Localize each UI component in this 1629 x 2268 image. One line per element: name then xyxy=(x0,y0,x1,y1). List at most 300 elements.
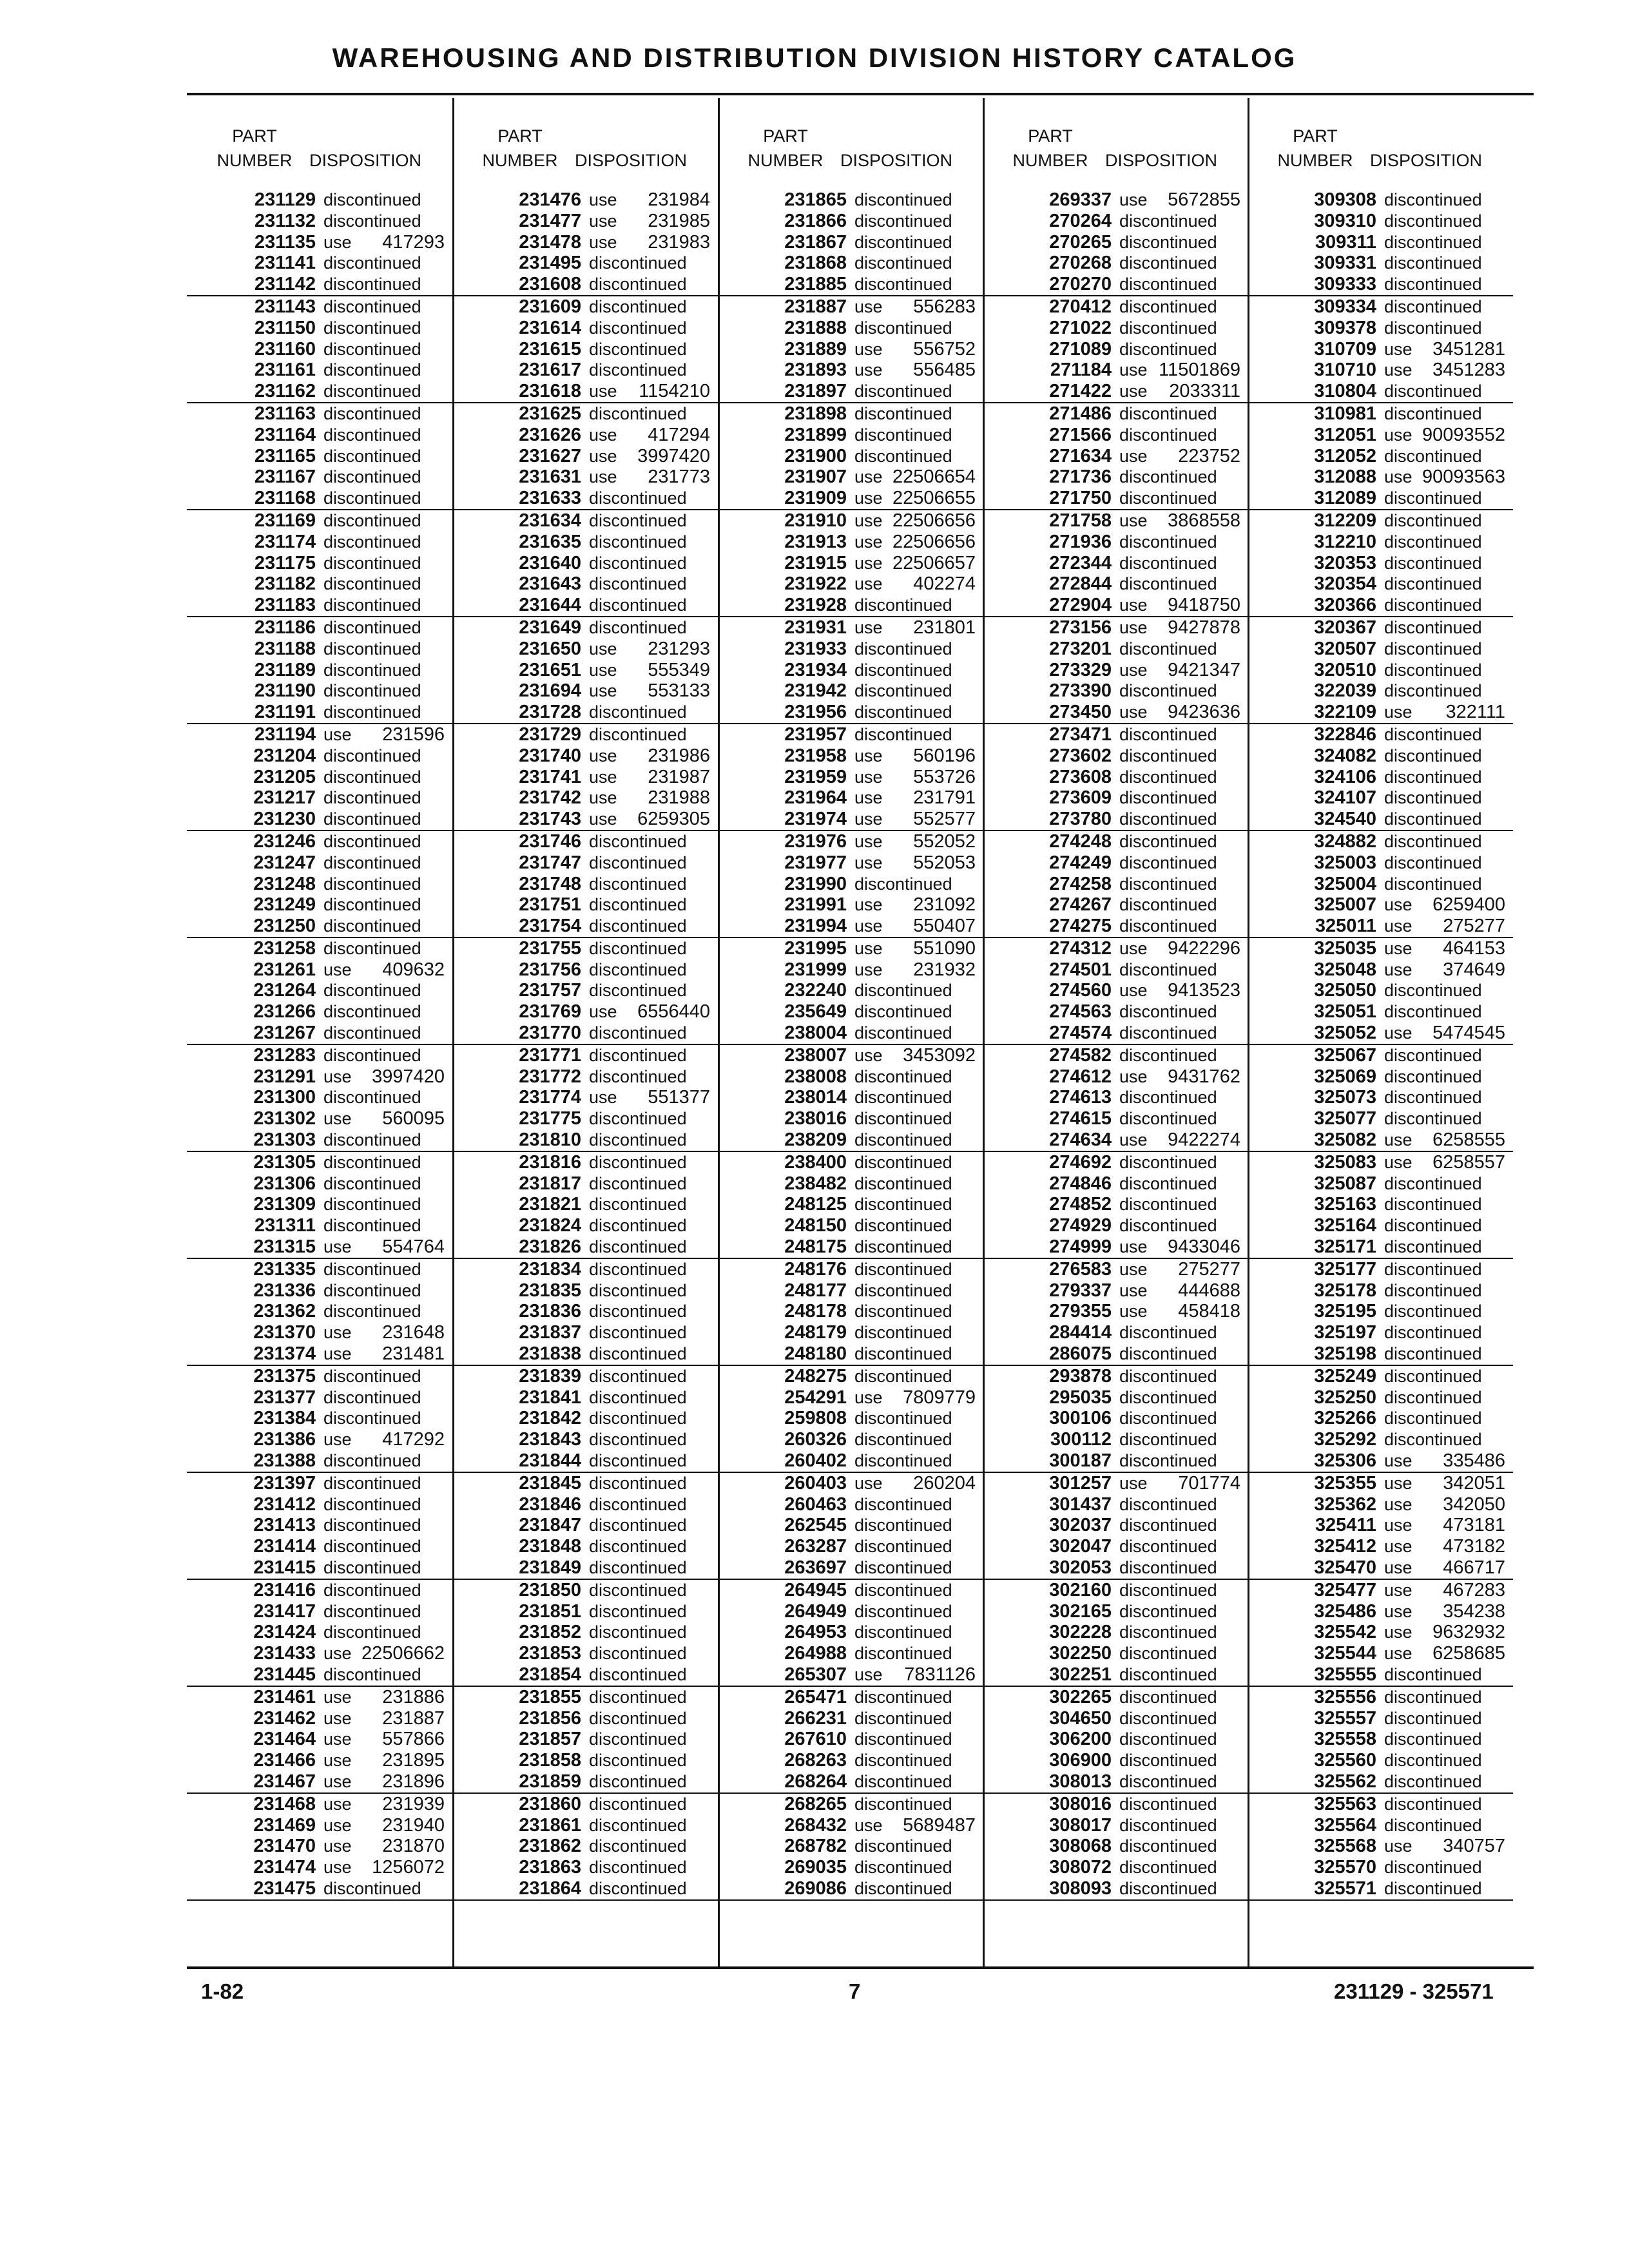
part-number: 231433 xyxy=(253,1643,316,1664)
table-row xyxy=(1248,938,1513,959)
part-number: 273201 xyxy=(1049,638,1112,659)
disposition: discontinued xyxy=(323,488,421,508)
table-row xyxy=(718,1664,983,1687)
table-row xyxy=(452,1194,718,1215)
part-number: 231335 xyxy=(253,1258,316,1280)
disposition: discontinued xyxy=(323,831,421,851)
disposition: discontinued xyxy=(589,1537,687,1557)
part-number: 231415 xyxy=(253,1557,316,1578)
replacement-part-number: 9422274 xyxy=(1168,1129,1240,1151)
replacement-part-number: 3997420 xyxy=(637,445,710,466)
table-row xyxy=(452,1664,718,1687)
disposition: discontinued xyxy=(1384,831,1482,851)
part-number: 274560 xyxy=(1049,980,1112,1001)
disposition: use xyxy=(854,617,883,637)
table-row xyxy=(187,916,452,938)
part-number: 325412 xyxy=(1314,1536,1376,1557)
table-row xyxy=(452,1557,718,1580)
disposition: use xyxy=(1384,1023,1412,1043)
part-number: 231614 xyxy=(519,317,581,338)
part-number: 248175 xyxy=(784,1236,847,1258)
table-row xyxy=(187,1108,452,1129)
table-row xyxy=(1248,1343,1513,1366)
disposition: discontinued xyxy=(854,1558,952,1577)
part-number: 231258 xyxy=(253,937,316,959)
disposition: use xyxy=(323,1644,352,1664)
part-number: 325164 xyxy=(1314,1215,1376,1236)
disposition: discontinued xyxy=(1384,232,1482,252)
table-row xyxy=(718,894,983,916)
part-number: 325011 xyxy=(1315,916,1376,937)
disposition: discontinued xyxy=(854,1109,952,1129)
table-row xyxy=(983,1515,1248,1536)
table-row xyxy=(718,1473,983,1494)
part-number: 268782 xyxy=(784,1836,847,1857)
part-number: 270264 xyxy=(1049,210,1112,231)
disposition: discontinued xyxy=(854,681,952,701)
part-number: 273390 xyxy=(1049,680,1112,702)
part-number: 231161 xyxy=(254,360,316,381)
part-number: 270270 xyxy=(1049,274,1112,295)
replacement-part-number: 557866 xyxy=(382,1729,445,1750)
table-row xyxy=(718,745,983,767)
disposition: use xyxy=(854,809,883,829)
part-number: 238016 xyxy=(784,1108,847,1129)
table-row xyxy=(452,1429,718,1450)
table-row xyxy=(187,1045,452,1066)
table-row xyxy=(1248,296,1513,318)
table-row xyxy=(718,959,983,981)
replacement-part-number: 556752 xyxy=(913,338,976,360)
table-row xyxy=(983,1708,1248,1729)
table-row xyxy=(718,1815,983,1836)
disposition: discontinued xyxy=(1119,1344,1217,1364)
part-number: 231249 xyxy=(253,894,316,916)
disposition: discontinued xyxy=(1119,1794,1217,1814)
replacement-part-number: 5672855 xyxy=(1168,189,1240,210)
disposition: use xyxy=(854,852,883,872)
disposition: discontinued xyxy=(1119,467,1217,487)
table-row xyxy=(1248,446,1513,467)
table-row xyxy=(452,1129,718,1152)
table-row xyxy=(187,1236,452,1259)
part-number: 325477 xyxy=(1314,1579,1376,1600)
table-row xyxy=(1248,1794,1513,1815)
table-row xyxy=(718,809,983,831)
part-number: 231857 xyxy=(519,1729,581,1750)
table-row xyxy=(187,1794,452,1815)
header-number-label: NUMBER xyxy=(1012,151,1088,170)
catalog-column xyxy=(983,189,1248,1901)
disposition: discontinued xyxy=(589,1344,687,1364)
table-row xyxy=(452,680,718,702)
disposition: discontinued xyxy=(854,1366,952,1386)
disposition: discontinued xyxy=(854,1173,952,1193)
table-row xyxy=(187,980,452,1001)
disposition: discontinued xyxy=(589,874,687,894)
table-row xyxy=(1248,318,1513,339)
disposition: use xyxy=(854,1387,883,1407)
part-number: 231751 xyxy=(519,894,581,916)
part-number: 231977 xyxy=(784,852,847,873)
table-row xyxy=(718,1301,983,1322)
disposition: discontinued xyxy=(323,617,421,637)
part-number: 309334 xyxy=(1314,296,1376,317)
table-row xyxy=(187,831,452,852)
table-row xyxy=(1248,809,1513,831)
part-number: 325249 xyxy=(1314,1365,1376,1387)
replacement-part-number: 417294 xyxy=(648,424,710,445)
disposition: discontinued xyxy=(1384,788,1482,808)
part-number: 231897 xyxy=(784,381,847,402)
table-row xyxy=(187,1322,452,1343)
part-number: 231182 xyxy=(254,573,316,595)
table-row xyxy=(1248,1536,1513,1557)
table-row xyxy=(983,1194,1248,1215)
part-number: 301257 xyxy=(1049,1472,1112,1494)
disposition: discontinued xyxy=(854,1644,952,1664)
table-row xyxy=(718,1194,983,1215)
part-number: 231769 xyxy=(519,1001,581,1023)
part-number: 231462 xyxy=(253,1707,316,1729)
part-number: 231168 xyxy=(254,488,316,509)
disposition: use xyxy=(854,510,883,530)
part-number: 308068 xyxy=(1049,1836,1112,1857)
disposition: use xyxy=(323,1109,352,1129)
disposition: discontinued xyxy=(323,467,421,487)
disposition: discontinued xyxy=(323,702,421,722)
table-row xyxy=(983,1494,1248,1515)
part-number: 286075 xyxy=(1049,1343,1112,1365)
table-row xyxy=(187,1601,452,1622)
disposition: discontinued xyxy=(1384,253,1482,273)
disposition: discontinued xyxy=(1119,1451,1217,1471)
part-number: 231838 xyxy=(519,1343,581,1365)
part-number: 231625 xyxy=(519,403,581,424)
disposition: use xyxy=(1384,1644,1412,1664)
disposition: discontinued xyxy=(854,1836,952,1856)
disposition: discontinued xyxy=(1119,318,1217,338)
disposition: discontinued xyxy=(323,1664,421,1684)
part-number: 231413 xyxy=(253,1515,316,1536)
table-row xyxy=(983,639,1248,660)
disposition: discontinued xyxy=(1119,532,1217,552)
part-number: 320353 xyxy=(1314,552,1376,573)
table-row xyxy=(452,532,718,553)
table-row xyxy=(452,488,718,510)
part-number: 231164 xyxy=(254,424,316,445)
disposition: use xyxy=(1119,190,1148,209)
disposition: discontinued xyxy=(589,1066,687,1086)
table-row xyxy=(452,1515,718,1536)
part-number: 248177 xyxy=(784,1280,847,1301)
table-row xyxy=(187,724,452,745)
table-row xyxy=(1248,1622,1513,1643)
table-row xyxy=(452,1236,718,1259)
disposition: discontinued xyxy=(323,253,421,273)
part-number: 273602 xyxy=(1049,745,1112,766)
part-number: 231143 xyxy=(254,296,316,317)
part-number: 231956 xyxy=(784,702,847,723)
part-number: 312089 xyxy=(1314,488,1376,509)
table-row xyxy=(1248,573,1513,595)
table-row xyxy=(1248,680,1513,702)
table-row xyxy=(983,787,1248,809)
table-row xyxy=(983,1878,1248,1901)
disposition: discontinued xyxy=(854,981,952,1001)
replacement-part-number: 402274 xyxy=(913,573,976,595)
part-number: 302053 xyxy=(1049,1557,1112,1578)
table-row xyxy=(187,1129,452,1152)
table-row xyxy=(452,1259,718,1280)
table-row xyxy=(1248,339,1513,360)
table-row xyxy=(718,1857,983,1878)
disposition: discontinued xyxy=(854,1152,952,1172)
replacement-part-number: 231987 xyxy=(648,766,710,787)
disposition: use xyxy=(1384,339,1412,359)
part-number: 308013 xyxy=(1049,1771,1112,1792)
part-number: 231756 xyxy=(519,959,581,980)
disposition: discontinued xyxy=(854,1195,952,1215)
part-number: 268432 xyxy=(784,1814,847,1836)
disposition: discontinued xyxy=(323,1259,421,1279)
disposition: discontinued xyxy=(1119,1045,1217,1065)
disposition: use xyxy=(589,767,617,787)
disposition: discontinued xyxy=(1384,809,1482,829)
table-row xyxy=(1248,1129,1513,1152)
part-number: 231651 xyxy=(519,659,581,680)
part-number: 293878 xyxy=(1049,1365,1112,1387)
part-number: 231169 xyxy=(254,510,316,531)
disposition: discontinued xyxy=(854,1088,952,1108)
part-number: 231976 xyxy=(784,831,847,852)
disposition: use xyxy=(1384,1537,1412,1557)
disposition: discontinued xyxy=(589,595,687,615)
part-number: 264953 xyxy=(784,1622,847,1643)
table-row xyxy=(718,1601,983,1622)
disposition: discontinued xyxy=(1384,574,1482,594)
table-row xyxy=(983,1173,1248,1195)
disposition: discontinued xyxy=(323,981,421,1001)
table-row xyxy=(718,1494,983,1515)
part-number: 231755 xyxy=(519,937,581,959)
disposition: discontinued xyxy=(589,1664,687,1684)
disposition: discontinued xyxy=(1119,425,1217,445)
part-number: 231283 xyxy=(253,1044,316,1066)
header-part-label: PART xyxy=(497,126,543,146)
disposition: discontinued xyxy=(589,1387,687,1407)
table-row xyxy=(1248,831,1513,852)
disposition: discontinued xyxy=(1119,1088,1217,1108)
disposition: discontinued xyxy=(854,1794,952,1814)
part-number: 231839 xyxy=(519,1365,581,1387)
part-number: 325073 xyxy=(1314,1087,1376,1108)
part-number: 231336 xyxy=(253,1280,316,1301)
catalog-column xyxy=(452,189,718,1901)
disposition: discontinued xyxy=(1384,1216,1482,1236)
table-row xyxy=(452,1878,718,1901)
part-number: 248176 xyxy=(784,1258,847,1280)
disposition: discontinued xyxy=(323,916,421,936)
replacement-part-number: 342051 xyxy=(1443,1472,1505,1494)
table-row xyxy=(452,1794,718,1815)
disposition: discontinued xyxy=(1384,1664,1482,1684)
table-row xyxy=(452,874,718,895)
disposition: discontinued xyxy=(1384,1323,1482,1343)
part-number: 231847 xyxy=(519,1515,581,1536)
table-row xyxy=(718,1708,983,1729)
disposition: discontinued xyxy=(1384,1237,1482,1257)
disposition: use xyxy=(589,425,617,445)
table-row xyxy=(452,296,718,318)
disposition: discontinued xyxy=(1119,1323,1217,1343)
disposition: discontinued xyxy=(1384,1066,1482,1086)
part-number: 325556 xyxy=(1314,1686,1376,1707)
part-number: 231863 xyxy=(519,1857,581,1878)
disposition: discontinued xyxy=(323,660,421,680)
disposition: discontinued xyxy=(323,1494,421,1514)
part-number: 271736 xyxy=(1049,466,1112,488)
disposition: use xyxy=(323,232,352,252)
disposition: discontinued xyxy=(854,1858,952,1878)
part-number: 325562 xyxy=(1314,1771,1376,1792)
table-row xyxy=(983,1236,1248,1259)
disposition: use xyxy=(1384,895,1412,915)
disposition: discontinued xyxy=(1384,1771,1482,1791)
disposition: discontinued xyxy=(589,1771,687,1791)
disposition: use xyxy=(323,1836,352,1856)
part-number: 273450 xyxy=(1049,702,1112,723)
table-row xyxy=(187,339,452,360)
disposition: discontinued xyxy=(323,1195,421,1215)
disposition: discontinued xyxy=(854,1323,952,1343)
table-row xyxy=(983,1450,1248,1473)
table-row xyxy=(452,745,718,767)
part-number: 274563 xyxy=(1049,1001,1112,1023)
part-number: 231643 xyxy=(519,573,581,595)
table-row xyxy=(1248,1194,1513,1215)
table-row xyxy=(452,1729,718,1750)
table-row xyxy=(452,1173,718,1195)
part-number: 325564 xyxy=(1314,1814,1376,1836)
table-row xyxy=(718,787,983,809)
disposition: discontinued xyxy=(854,253,952,273)
replacement-part-number: 22506657 xyxy=(892,552,976,573)
table-row xyxy=(452,339,718,360)
part-number: 231910 xyxy=(784,510,847,531)
replacement-part-number: 374649 xyxy=(1443,959,1505,980)
table-row xyxy=(718,232,983,253)
part-number: 231729 xyxy=(519,724,581,745)
replacement-part-number: 560196 xyxy=(913,745,976,766)
part-number: 231995 xyxy=(784,937,847,959)
replacement-part-number: 9423636 xyxy=(1168,702,1240,723)
disposition: discontinued xyxy=(1119,1815,1217,1835)
table-row xyxy=(983,1794,1248,1815)
disposition: use xyxy=(1384,1580,1412,1600)
disposition: discontinued xyxy=(854,1751,952,1771)
part-number: 325178 xyxy=(1314,1280,1376,1301)
part-number: 231217 xyxy=(253,787,316,809)
disposition: discontinued xyxy=(589,1601,687,1621)
table-row xyxy=(718,510,983,532)
table-row xyxy=(452,1387,718,1408)
page-title: WAREHOUSING AND DISTRIBUTION DIVISION HISTORY CATALOG xyxy=(332,43,1297,73)
part-number: 302047 xyxy=(1049,1536,1112,1557)
part-number: 274612 xyxy=(1049,1066,1112,1087)
catalog-column xyxy=(1248,189,1513,1901)
disposition: use xyxy=(589,467,617,487)
table-row xyxy=(718,425,983,446)
part-number: 263697 xyxy=(784,1557,847,1578)
part-number: 231837 xyxy=(519,1322,581,1343)
part-number: 309308 xyxy=(1314,189,1376,210)
replacement-part-number: 231293 xyxy=(648,638,710,659)
replacement-part-number: 6259400 xyxy=(1432,894,1505,916)
disposition: discontinued xyxy=(1384,1430,1482,1450)
disposition: discontinued xyxy=(1384,488,1482,508)
disposition: discontinued xyxy=(589,702,687,722)
disposition: discontinued xyxy=(1384,981,1482,1001)
table-row xyxy=(452,232,718,253)
disposition: discontinued xyxy=(589,1216,687,1236)
table-row xyxy=(1248,1023,1513,1045)
part-number: 272344 xyxy=(1049,552,1112,573)
disposition: discontinued xyxy=(1384,211,1482,231)
disposition: use xyxy=(854,1664,883,1684)
part-number: 248179 xyxy=(784,1322,847,1343)
part-number: 274999 xyxy=(1049,1236,1112,1258)
table-row xyxy=(1248,787,1513,809)
part-number: 279355 xyxy=(1049,1301,1112,1322)
part-number: 231913 xyxy=(784,531,847,552)
part-number: 231250 xyxy=(253,916,316,937)
part-number: 325067 xyxy=(1314,1044,1376,1066)
part-number: 325087 xyxy=(1314,1173,1376,1194)
part-number: 272844 xyxy=(1049,573,1112,595)
part-number: 274501 xyxy=(1049,959,1112,980)
part-number: 231291 xyxy=(253,1066,316,1087)
disposition: use xyxy=(1119,360,1148,380)
part-number: 260326 xyxy=(784,1429,847,1450)
replacement-part-number: 231801 xyxy=(913,617,976,638)
part-number: 231615 xyxy=(519,338,581,360)
table-row xyxy=(187,553,452,574)
table-row xyxy=(718,360,983,381)
disposition: discontinued xyxy=(589,253,687,273)
part-number: 260402 xyxy=(784,1450,847,1472)
part-number: 302251 xyxy=(1049,1664,1112,1685)
table-row xyxy=(718,403,983,425)
disposition: discontinued xyxy=(323,574,421,594)
disposition: discontinued xyxy=(323,1601,421,1621)
part-number: 231907 xyxy=(784,466,847,488)
part-number: 325198 xyxy=(1314,1343,1376,1365)
table-row xyxy=(983,318,1248,339)
replacement-part-number: 473182 xyxy=(1443,1536,1505,1557)
table-row xyxy=(1248,1173,1513,1195)
part-number: 264949 xyxy=(784,1600,847,1622)
table-row xyxy=(718,1408,983,1429)
table-row xyxy=(983,702,1248,724)
table-row xyxy=(983,573,1248,595)
table-row xyxy=(452,660,718,681)
disposition: discontinued xyxy=(1384,1366,1482,1386)
part-number: 274613 xyxy=(1049,1087,1112,1108)
disposition: discontinued xyxy=(1384,1729,1482,1749)
disposition: use xyxy=(1119,938,1148,958)
table-row xyxy=(718,446,983,467)
